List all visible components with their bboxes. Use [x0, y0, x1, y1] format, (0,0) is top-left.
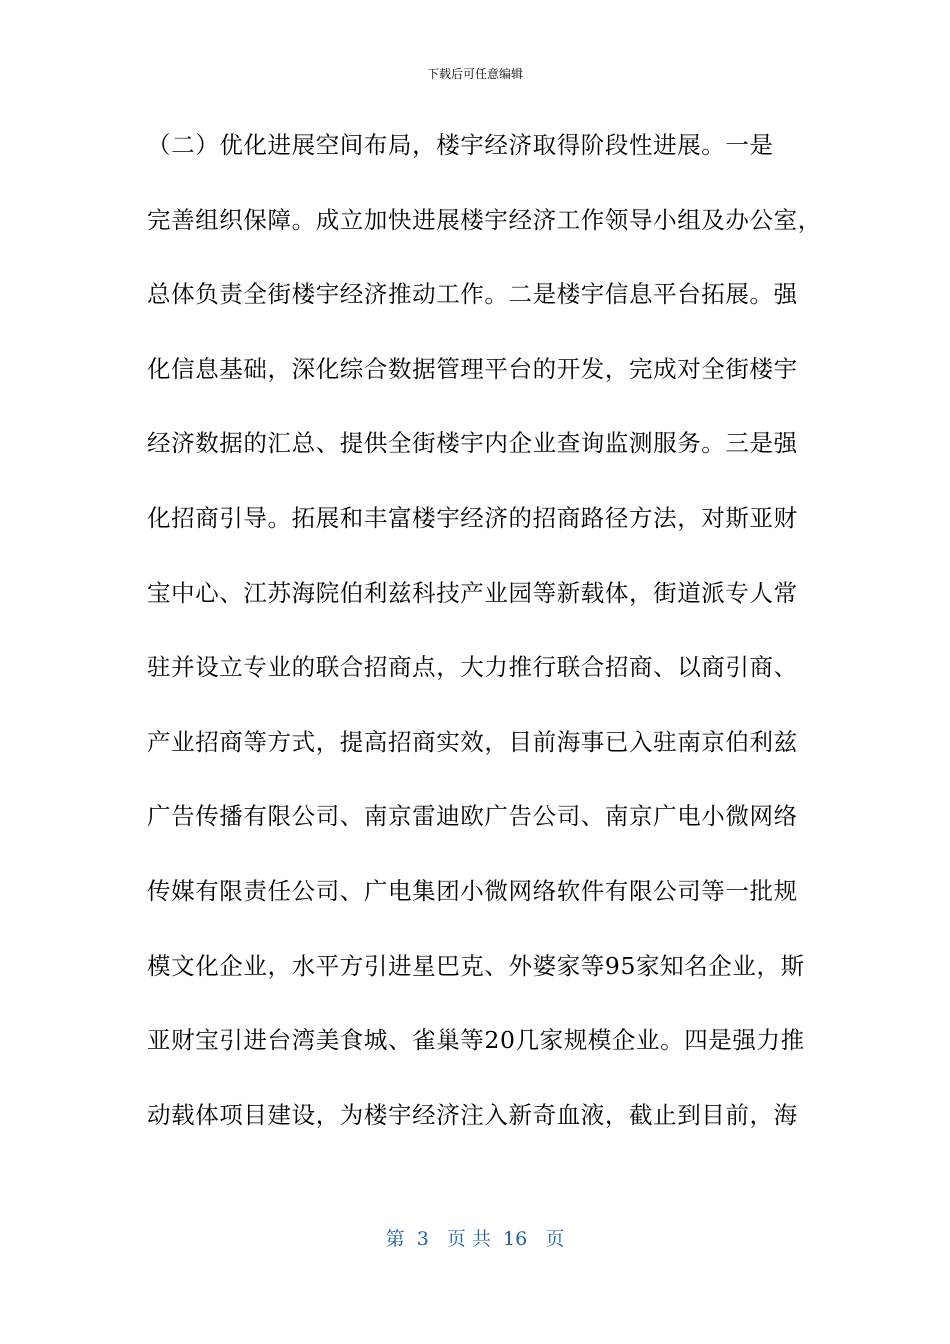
- paragraph-line: 化信息基础，深化综合数据管理平台的开发，完成对全街楼宇: [147, 354, 798, 383]
- paragraph-line: 经济数据的汇总、提供全街楼宇内企业查询监测服务。三是强: [147, 429, 798, 458]
- paragraph-line: 传媒有限责任公司、广电集团小微网络软件有限公司等一批规: [147, 877, 798, 905]
- paragraph-line: 驻并设立专业的联合招商点，大力推行联合招商、以商引商、: [147, 653, 798, 682]
- paragraph-line: 动载体项目建设，为楼宇经济注入新奇血液，截止到目前，海: [147, 1100, 798, 1129]
- paragraph-line: 总体负责全街楼宇经济推动工作。二是楼宇信息平台拓展。强: [147, 280, 798, 309]
- paragraph-line: 化招商引导。拓展和丰富楼宇经济的招商路径方法，对斯亚财: [147, 504, 798, 532]
- paragraph-line: 完善组织保障。成立加快进展楼宇经济工作领导小组及办公室，: [147, 205, 822, 234]
- page-number-footer: 第 3 页 共 16 页: [385, 1228, 565, 1250]
- paragraph-line: 亚财宝引进台湾美食城、雀巢等20几家规模企业。四是强力推: [147, 1026, 805, 1055]
- paragraph-line: 广告传播有限公司、南京雷迪欧广告公司、南京广电小微网络: [147, 802, 798, 831]
- paragraph-line: 产业招商等方式，提高招商实效，目前海事已入驻南京伯利兹: [147, 727, 798, 756]
- paragraph-line: （二）优化进展空间布局，楼宇经济取得阶段性进展。一是: [147, 131, 774, 159]
- paragraph-line: 宝中心、江苏海院伯利兹科技产业园等新载体，街道派专人常: [147, 578, 798, 607]
- page-header: 下载后可任意编辑: [426, 67, 523, 81]
- paragraph-line: 模文化企业，水平方引进星巴克、外婆家等95家知名企业，斯: [147, 951, 805, 980]
